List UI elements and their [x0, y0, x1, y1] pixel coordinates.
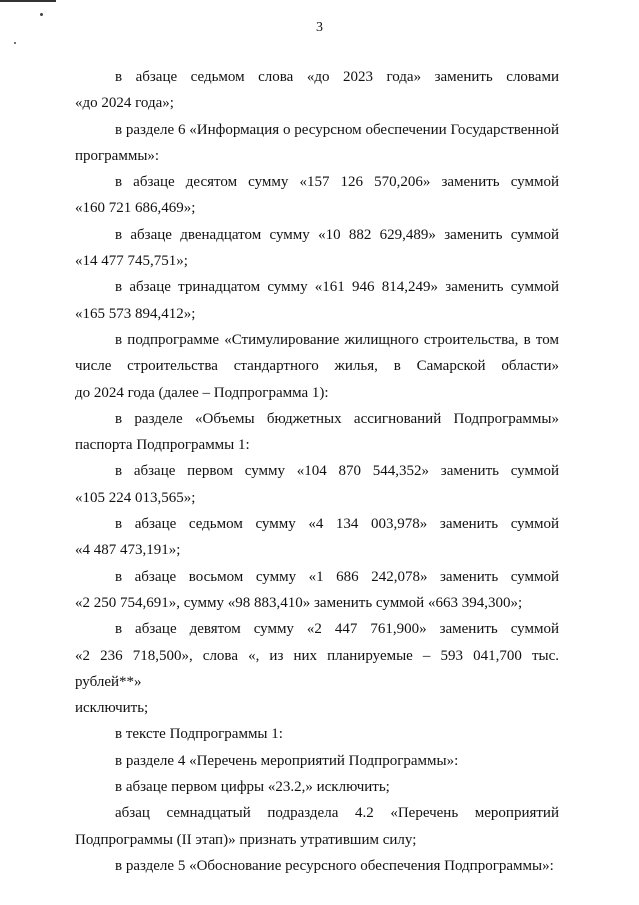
paragraph	[75, 222, 559, 275]
text-line: паспорта Подпрограммы 1:	[75, 437, 250, 454]
scan-speck	[40, 13, 43, 16]
paragraph	[75, 853, 559, 879]
text-line: в абзаце двенадцатом сумму «10 882 629,489» заменить суммой	[115, 226, 559, 243]
text-line: в подпрограмме «Стимулирование жилищного строительства, в том	[115, 331, 559, 348]
text-line: в абзаце первом сумму «104 870 544,352» заменить суммой	[115, 463, 559, 480]
text-line: «160 721 686,469»;	[75, 200, 196, 217]
paragraph	[75, 564, 559, 617]
paragraph	[75, 327, 559, 406]
text-line: «105 224 013,565»;	[75, 489, 196, 506]
text-line: «2 250 754,691», сумму «98 883,410» заменить суммой «663 394,300»;	[75, 594, 523, 611]
text-line: в абзаце десятом сумму «157 126 570,206» заменить суммой	[115, 174, 559, 191]
text-line: Подпрограммы (II этап)» признать утратившим силу;	[75, 831, 417, 848]
text-line: «до 2024 года»;	[75, 95, 174, 112]
text-line: «2 236 718,500», слова «, из них планируемые – 593 041,700 тыс. рублей**»	[75, 647, 559, 690]
paragraph	[75, 169, 559, 222]
scan-edge-line	[0, 0, 56, 2]
text-line: в абзаце седьмом слова «до 2023 года» заменить словами	[115, 69, 559, 85]
page-number: 3	[316, 20, 323, 35]
text-line: в абзаце девятом сумму «2 447 761,900» заменить суммой	[115, 621, 559, 638]
text-line: числе строительства стандартного жилья, в Самарской области»	[75, 358, 559, 375]
text-line: в абзаце первом цифры «23.2,» исключить;	[115, 779, 390, 796]
text-line: в разделе 6 «Информация о ресурсном обеспечении Государственной	[115, 121, 559, 138]
paragraph	[75, 274, 559, 327]
text-line: абзац семнадцатый подраздела 4.2 «Перечень мероприятий	[115, 805, 559, 822]
text-line: в тексте Подпрограммы 1:	[115, 726, 283, 743]
text-line: исключить;	[75, 700, 149, 717]
text-line: «165 573 894,412»;	[75, 305, 196, 322]
text-line: в абзаце тринадцатом сумму «161 946 814,249» заменить суммой	[115, 279, 559, 296]
text-line: в абзаце восьмом сумму «1 686 242,078» заменить суммой	[115, 568, 559, 585]
paragraph	[75, 406, 559, 459]
paragraph	[75, 800, 559, 853]
text-line: «4 487 473,191»;	[75, 542, 181, 559]
document-body	[75, 64, 559, 879]
paragraph	[75, 774, 559, 800]
text-line: в разделе 5 «Обоснование ресурсного обеспечения Подпрограммы»:	[115, 857, 554, 874]
paragraph	[75, 458, 559, 511]
paragraph	[75, 511, 559, 564]
scan-speck	[14, 42, 16, 44]
text-line: в абзаце седьмом сумму «4 134 003,978» заменить суммой	[115, 516, 559, 533]
paragraph	[75, 117, 559, 170]
paragraph	[75, 748, 559, 774]
paragraph	[75, 721, 559, 747]
paragraph	[75, 64, 559, 117]
paragraph	[75, 616, 559, 721]
text-line: в разделе «Объемы бюджетных ассигнований Подпрограммы»	[115, 410, 559, 427]
text-line: «14 477 745,751»;	[75, 253, 188, 270]
text-line: до 2024 года (далее – Подпрограмма 1):	[75, 384, 329, 401]
text-line: в разделе 4 «Перечень мероприятий Подпрограммы»:	[115, 752, 459, 769]
text-line: программы»:	[75, 147, 160, 164]
